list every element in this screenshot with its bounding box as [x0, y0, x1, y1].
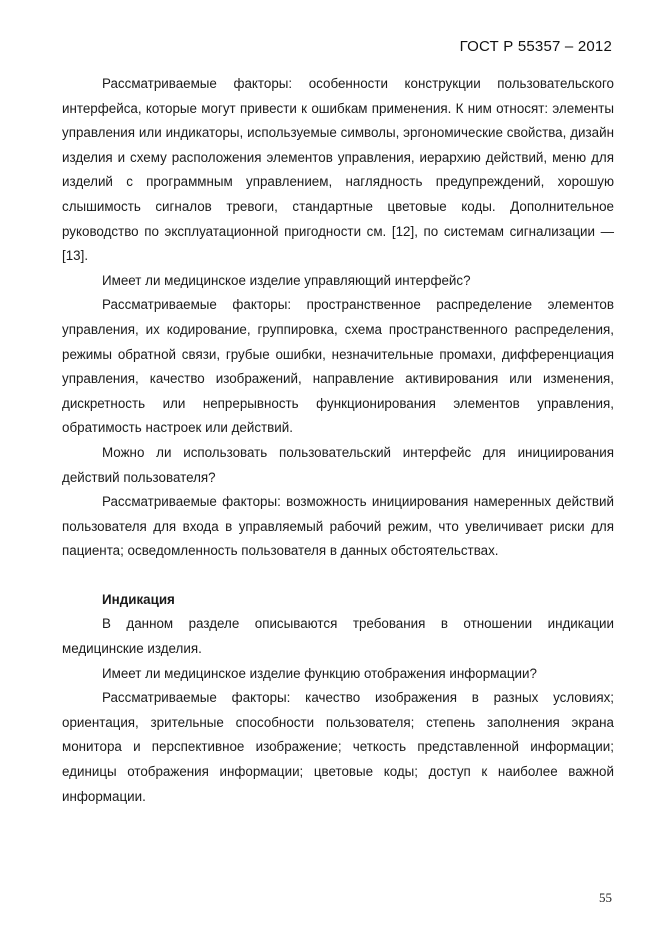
paragraph-ui-design-factors: Рассматриваемые факторы: особенности конструкции пользовательского интерфейса, которые могут привести к ошибкам применения. К ним относят: элементы управления или индикаторы, используемые символы, эргономические свойства, дизайн изделия и схему расположения элементов управления, иерархию действий, меню для изделий с программным управлением, наглядность предупреждений, хорошую слышимость сигналов тревоги, стандартные цветовые коды. Дополнительное руководство по эксплуатационной пригодности см. [12], по системам сигнализации — [13]. [62, 76, 614, 264]
document-body [62, 72, 614, 809]
paragraph-display-question: Имеет ли медицинское изделие функцию отображения информации? [102, 665, 537, 681]
page-number: 55 [599, 890, 612, 905]
paragraph-indication-intro: В данном разделе описываются требования в отношении индикации медицинские изделия. [62, 616, 614, 657]
paragraph-display-factors: Рассматриваемые факторы: качество изображения в разных условиях; ориентация, зрительные способности пользователя; степень заполнения экрана монитора и перспективное изображение; четкость представленной информации; единицы отображения информации; цветовые коды; доступ к наиболее важной информации. [62, 690, 614, 804]
standard-header: ГОСТ Р 55357 – 2012 [459, 38, 612, 55]
paragraph-control-interface-factors: Рассматриваемые факторы: пространственное распределение элементов управления, их кодирование, группировка, схема пространственного распределения, режимы обратной связи, грубые ошибки, незначительные промахи, дифференциация управления, качество изображений, направление активирования или изменения, дискретность или непрерывность функционирования элементов управления, обратимость настроек или действий. [62, 297, 614, 436]
paragraph-initiate-actions-factors: Рассматриваемые факторы: возможность инициирования намеренных действий пользователя для входа в управляемый рабочий режим, что увеличивает риски для пациента; осведомленность пользователя в данных обстоятельствах. [62, 494, 614, 559]
paragraph-initiate-actions-question: Можно ли использовать пользовательский интерфейс для инициирования действий пользователя? [62, 444, 614, 485]
paragraph-control-interface-question: Имеет ли медицинское изделие управляющий интерфейс? [102, 272, 471, 288]
section-heading-indication: Индикация [102, 591, 175, 607]
